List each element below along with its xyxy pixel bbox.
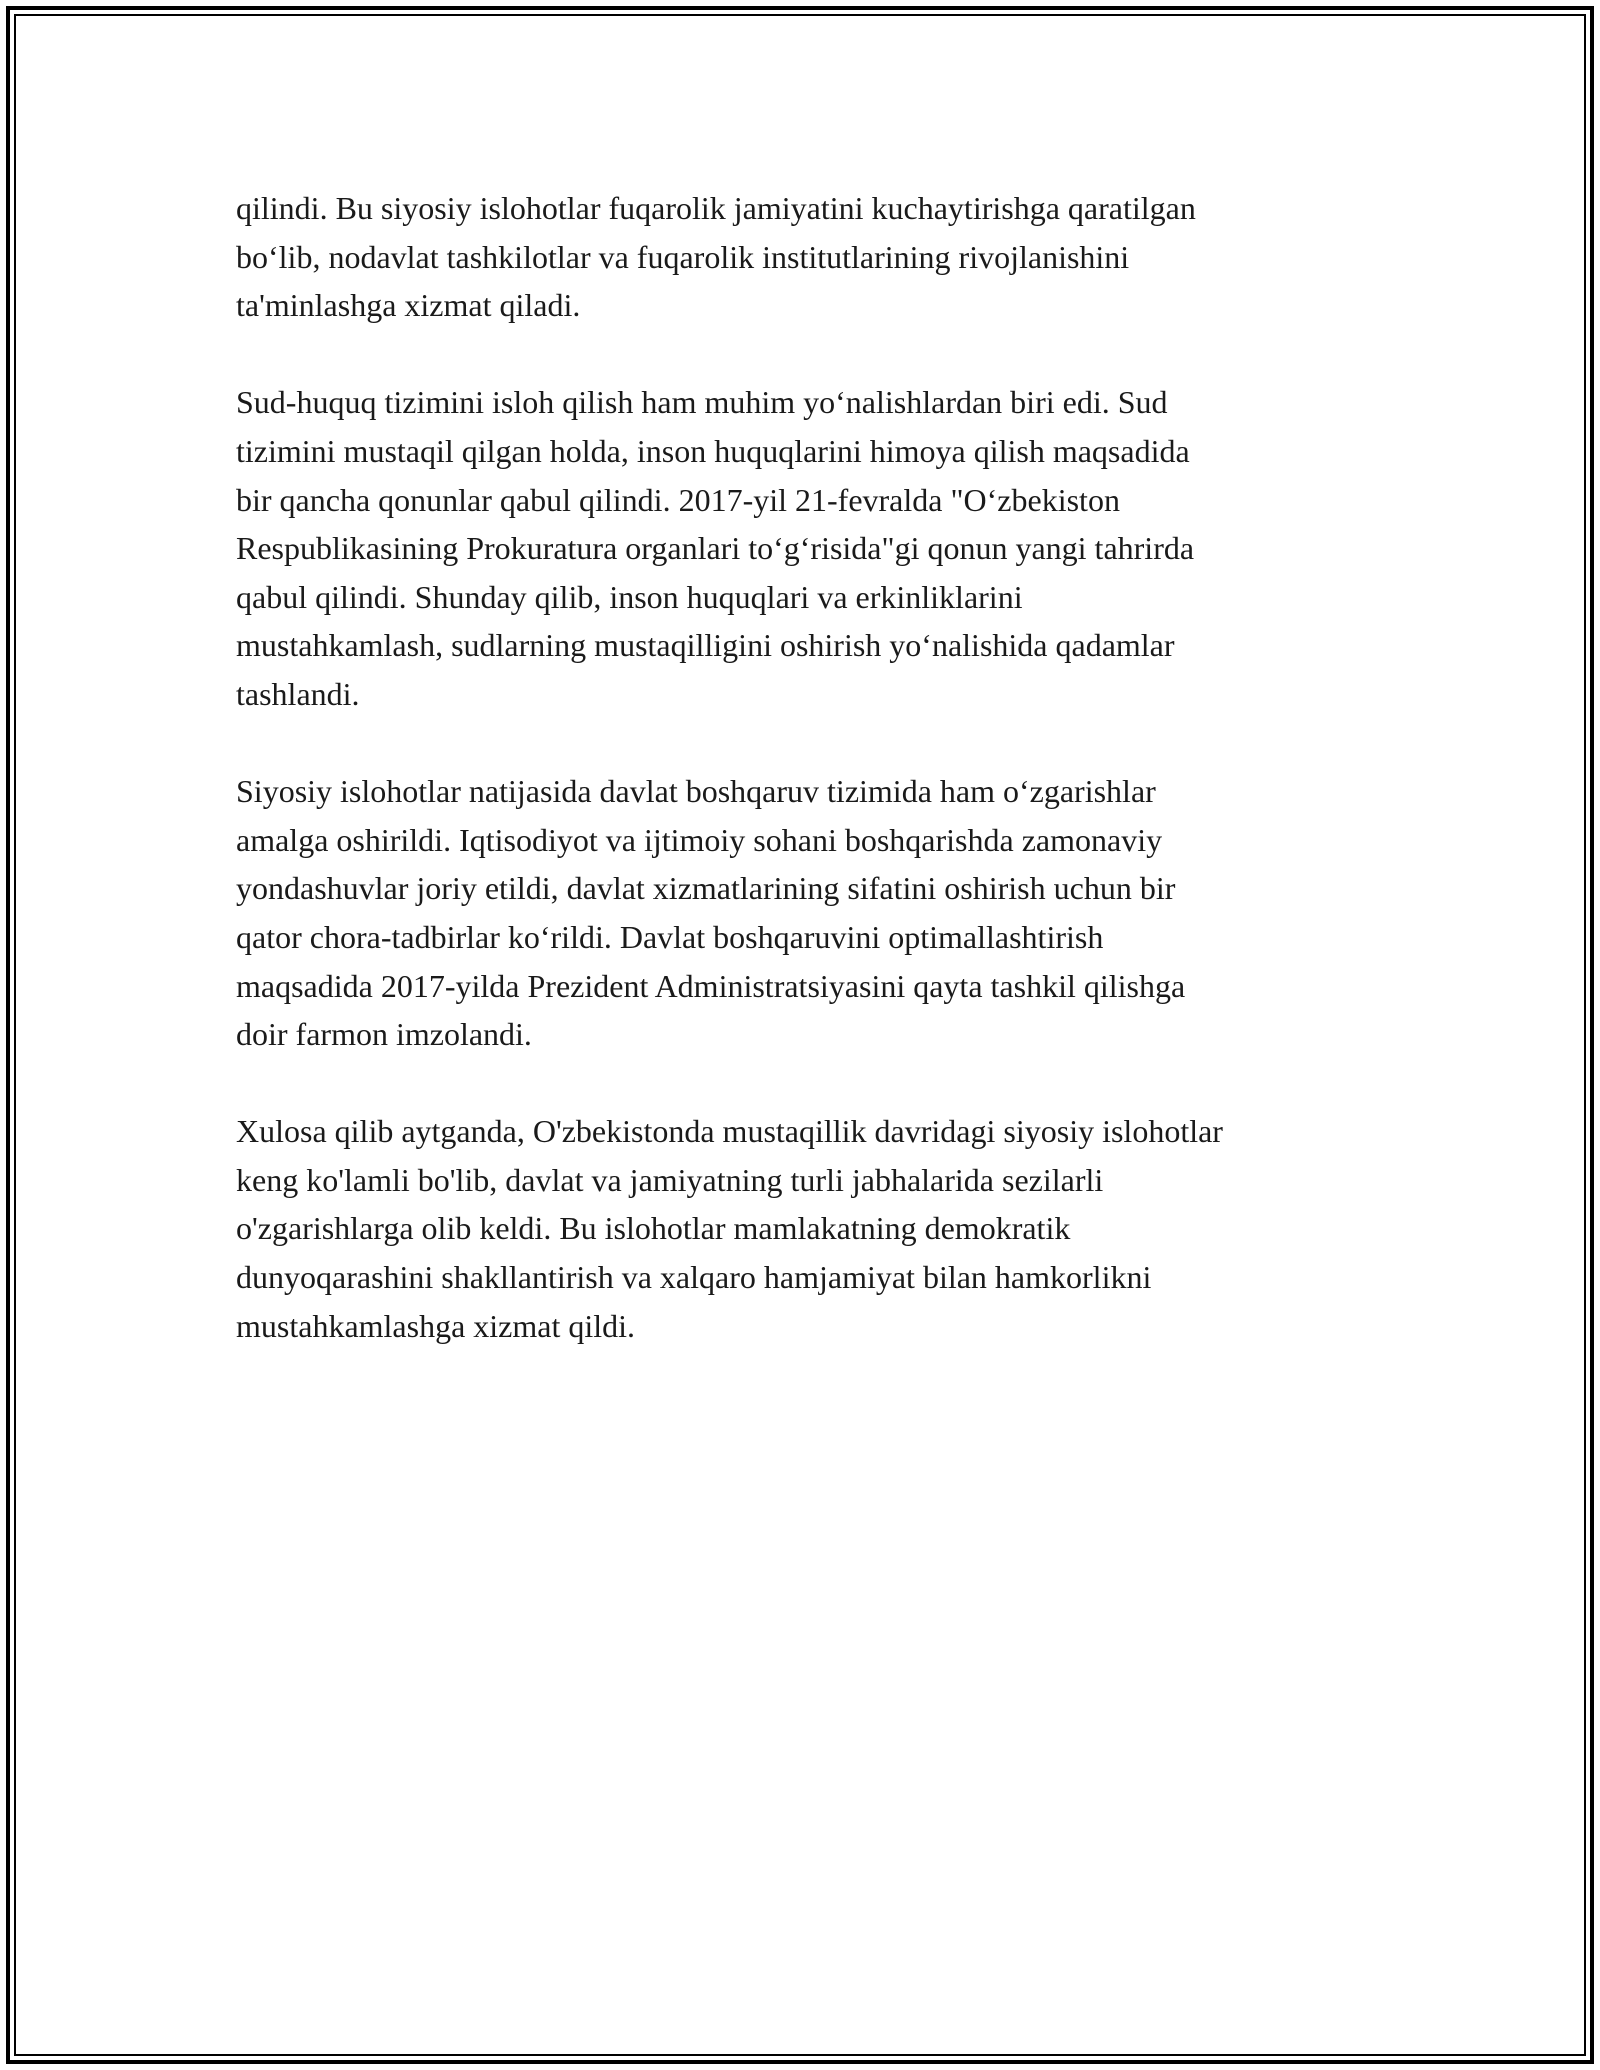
document-body: [236, 184, 1386, 1399]
paragraph-2: Sud-huquq tizimini isloh qilish ham muhim yo‘nalishlardan biri edi. Sud tizimini mustaqil qilgan holda, inson huquqlarini himoya qilish maqsadida bir qancha qonunlar qabul qilindi. 2017-yil 21-fevralda "O‘zbekiston Respublikasining Prokuratura organlari to‘g‘risida"gi qonun yangi tahrirda qabul qilindi. Shunday qilib, inson huquqlari va erkinliklarini mustahkamlash, sudlarning mustaqilligini oshirish yo‘nalishida qadamlar tashlandi.: [236, 384, 1195, 712]
paragraph-4: Xulosa qilib aytganda, O'zbekistonda mustaqillik davridagi siyosiy islohotlar keng ko'lamli bo'lib, davlat va jamiyatning turli jabhalarida sezilarli o'zgarishlarga olib keldi. Bu islohotlar mamlakatning demokratik dunyoqarashini shakllantirish va xalqaro hamjamiyat bilan hamkorlikni mustahkamlashga xizmat qildi.: [236, 1113, 1223, 1344]
paragraph-1: qilindi. Bu siyosiy islohotlar fuqarolik jamiyatini kuchaytirishga qaratilgan bo‘lib, nodavlat tashkilotlar va fuqarolik institutlarining rivojlanishini ta'minlashga xizmat qiladi.: [236, 190, 1196, 324]
paragraph-3: Siyosiy islohotlar natijasida davlat boshqaruv tizimida ham o‘zgarishlar amalga oshirildi. Iqtisodiyot va ijtimoiy sohani boshqarishda zamonaviy yondashuvlar joriy etildi, davlat xizmatlarining sifatini oshirish uchun bir qator chora-tadbirlar ko‘rildi. Davlat boshqaruvini optimallashtirish maqsadida 2017-yilda Prezident Administratsiyasini qayta tashkil qilishga doir farmon imzolandi.: [236, 773, 1186, 1053]
